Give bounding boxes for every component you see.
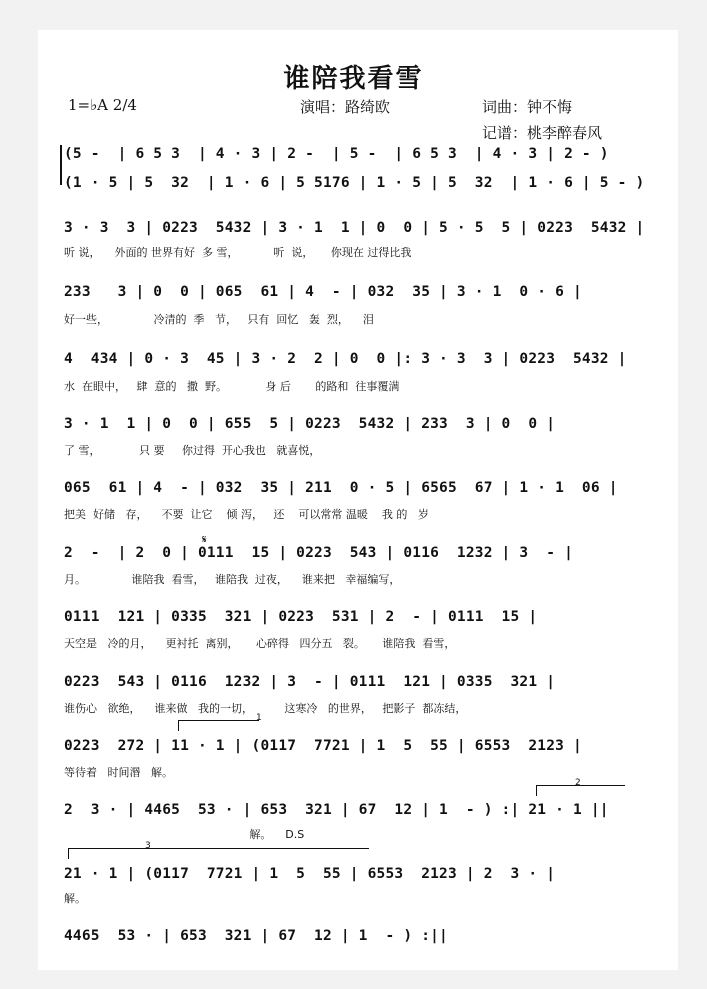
lyricist-credit: 词曲：钟不悔 — [482, 98, 573, 116]
notation-row: 2 3 · | 4465 53 · | 653 321 | 67 12 | 1 - ) :| 21 · 1 || — [64, 802, 609, 818]
volta-number: 2 — [575, 778, 581, 788]
notation-row: 0223 272 | 11 · 1 | (0117 7721 | 1 5 55 | 6553 2123 | — [64, 738, 582, 754]
notation-row: 21 · 1 | (0117 7721 | 1 5 55 | 6553 2123 | 2 3 · | — [64, 866, 556, 882]
notation-row: 065 61 | 4 - | 032 35 | 211 0 · 5 | 6565 67 | 1 · 1 06 | — [64, 480, 618, 496]
notation-row: 4 434 | 0 · 3 45 | 3 · 2 2 | 0 0 |: 3 · 3 3 | 0223 5432 | — [64, 351, 627, 367]
lyric-row: 解。 — [64, 892, 86, 905]
lyric-row: 天空是 冷的月， 更衬托 离别， 心碎得 四分五 裂。 谁陪我 看雪， — [64, 637, 456, 650]
notation-row: 0223 543 | 0116 1232 | 3 - | 0111 121 | 0335 321 | — [64, 674, 556, 690]
lyric-row: 听 说， 外面的 世界有好 多 雪， 听 说， 你现在 过得比我 — [64, 246, 412, 259]
lyric-row: 了 雪， 只 要 你过得 开心我也 就喜悦， — [64, 444, 321, 457]
notation-row: (1 · 5 | 5 32 | 1 · 6 | 5 5176 | 1 · 5 | 5 32 | 1 · 6 | 5 - ) — [64, 175, 645, 191]
volta-bracket-1 — [178, 720, 259, 731]
key-signature: 1=♭A 2/4 — [68, 96, 137, 114]
singer-credit: 演唱：路绮欧 — [300, 98, 391, 116]
notation-row: 4465 53 · | 653 321 | 67 12 | 1 - ) :|| — [64, 928, 448, 944]
notation-row: 3 · 3 3 | 0223 5432 | 3 · 1 1 | 0 0 | 5 · 5 5 | 0223 5432 | — [64, 220, 645, 236]
volta-number: 1 — [256, 713, 262, 723]
song-title: 谁陪我看雪 — [283, 64, 424, 94]
notation-row: (5 - | 6 5 3 | 4 · 3 | 2 - | 5 - | 6 5 3 | 4 · 3 | 2 - ) — [64, 146, 609, 162]
notation-row: 3 · 1 1 | 0 0 | 655 5 | 0223 5432 | 233 3 | 0 0 | — [64, 416, 556, 432]
volta-bracket-3 — [68, 848, 369, 859]
lyric-row: 把美 好储 存， 不要 让它 倾 泻， 还 可以常常 温暖 我 的 岁 — [64, 508, 429, 521]
notation-row: 233 3 | 0 0 | 065 61 | 4 - | 032 35 | 3 · 1 0 · 6 | — [64, 284, 582, 300]
transcriber-credit: 记谱：桃李醉春风 — [482, 124, 603, 142]
volta-number: 3 — [145, 841, 151, 851]
segno-icon: 𝄋 — [202, 533, 207, 546]
lyric-row: 好一些， 冷清的 季 节， 只有 回忆 轰 烈， 泪 — [64, 313, 374, 326]
lyric-row: 解。 D.S — [64, 828, 305, 841]
notation-row: 0111 121 | 0335 321 | 0223 531 | 2 - | 0111 15 | — [64, 609, 538, 625]
lyric-row: 月。 谁陪我 看雪， 谁陪我 过夜， 谁来把 幸福编写， — [64, 573, 401, 586]
notation-row: 2 - | 2 0 | 0111 15 | 0223 543 | 0116 1232 | 3 - | — [64, 545, 573, 561]
lyric-row: 谁伤心 欲绝， 谁来做 我的一切， 这寒冷 的世界， 把影子 都冻结， — [64, 702, 467, 715]
lyric-row: 水 在眼中， 肆 意的 撒 野。 身 后 的路和 往事覆满 — [64, 380, 400, 393]
lyric-row: 等待着 时间湣 解。 — [64, 766, 173, 779]
